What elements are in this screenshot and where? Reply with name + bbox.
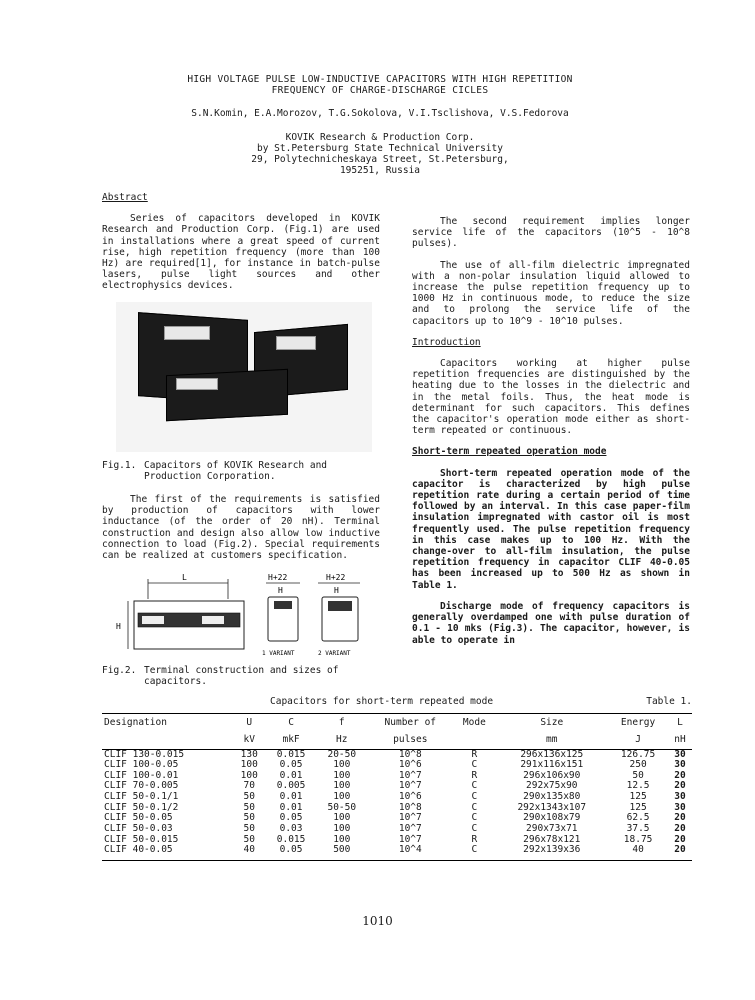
fig2-caption-line1: Terminal construction and sizes of (144, 665, 339, 677)
col-header-c: C (266, 714, 317, 732)
table-cell: 10^7 (398, 822, 422, 834)
left-column (102, 192, 380, 700)
table-cell: 70 (243, 780, 255, 792)
affiliation (120, 132, 640, 177)
table-row (102, 749, 692, 760)
table-row (102, 813, 692, 824)
table-cell: 20 (674, 812, 686, 824)
variant1-label: 1 VARIANT (262, 650, 295, 658)
short-term-text: Short-term repeated operation mode of the capacitor is characterized by high pulse repetition rate during a certain period of time followed by an interval. In this case paper-film insulation impregnated with castor oil is most frequently used. The pulse repetition frequency in this case makes up to 100 Hz. With the change-over to all-film insulation, the pulse repetition frequency in capacitor CLIF 40-0.05 has been increased up to 500 Hz as shown in Table 1. (412, 467, 690, 591)
table-cell: 30 (674, 791, 686, 803)
table-cell: 125 (629, 791, 647, 803)
capacitor-table (102, 713, 692, 861)
table-cell: 100 (333, 833, 351, 845)
table-1 (102, 696, 692, 861)
table-title-row (102, 696, 692, 707)
table-cell: 130 (240, 748, 258, 760)
col-unit: pulses (367, 731, 453, 749)
introduction-heading: Introduction (412, 336, 481, 348)
table-cell: 37.5 (626, 822, 650, 834)
col-unit: Hz (316, 731, 367, 749)
table-cell: C (471, 791, 478, 803)
table-cell: 100 (240, 759, 258, 771)
table-cell: 0.03 (279, 822, 303, 834)
fig1-caption-line2: Production Corporation. (144, 470, 276, 482)
table-cell: 50 (243, 822, 255, 834)
table-cell: 100 (333, 769, 351, 781)
table-cell: C (453, 845, 495, 860)
table-cell: 296x78x121 (523, 833, 581, 845)
fig2-svg (102, 571, 380, 659)
abstract-heading: Abstract (102, 192, 148, 203)
table-cell: CLIF 40-0.05 (102, 845, 233, 860)
page-number: 1010 (362, 914, 393, 928)
table-cell: 250 (629, 759, 647, 771)
table-cell: 50 (243, 812, 255, 824)
table-cell: CLIF 50-0.1/1 (104, 791, 179, 803)
affiliation-line: KOVIK Research & Production Corp. (285, 131, 475, 143)
table-cell: CLIF 50-0.05 (104, 812, 173, 824)
right-column (412, 216, 690, 646)
table-cell: 290x73x71 (526, 822, 578, 834)
table-row (102, 824, 692, 835)
variant2-label: 2 VARIANT (318, 650, 351, 658)
table-cell: 100 (333, 822, 351, 834)
table-cell: 126.75 (620, 748, 656, 760)
capacitor-label-image (276, 336, 316, 350)
fig2-caption (102, 665, 380, 687)
table-label: Table 1. (646, 696, 692, 707)
col-unit: J (608, 731, 668, 749)
table-cell: 20-50 (327, 748, 357, 760)
table-cell: 20 (674, 780, 686, 792)
table-unit-row (102, 731, 692, 749)
table-cell: 30 (674, 759, 686, 771)
paper-authors: S.N.Komin, E.A.Morozov, T.G.Sokolova, V.I.Tsclishova, V.S.Fedorova (191, 108, 569, 120)
col-unit (102, 731, 233, 749)
table-cell: CLIF 50-0.03 (104, 822, 173, 834)
col-header-mode: Mode (453, 714, 495, 732)
table-cell: C (471, 780, 478, 792)
col-header-pulses: Number of (367, 714, 453, 732)
affiliation-line: 195251, Russia (339, 165, 421, 177)
col-header-l: L (668, 714, 692, 732)
table-cell: 10^8 (398, 748, 422, 760)
table-cell: 10^7 (398, 780, 422, 792)
table-cell: 10^7 (398, 833, 422, 845)
dim-label-h22: H+22 (268, 573, 288, 583)
table-cell: 291x116x151 (520, 759, 584, 771)
table-cell: C (471, 801, 478, 813)
table-row (102, 835, 692, 846)
table-body (102, 749, 692, 860)
fig2-diagram (102, 571, 380, 661)
terminal-block (202, 616, 224, 624)
table-cell: 10^8 (398, 801, 422, 813)
paper-title-line2: FREQUENCY OF CHARGE-DISCHARGE CICLES (271, 85, 489, 97)
table-row (102, 792, 692, 803)
table-cell: 20 (674, 833, 686, 845)
fig1-number: Fig.1. (102, 459, 137, 471)
table-cell: CLIF 100-0.01 (104, 769, 179, 781)
discharge-text: Discharge mode of frequency capacitors is generally overdamped one with pulse duration of 0.1 - 10 mks (Fig.3). The capacitor, however, is able to operate in (412, 600, 690, 646)
table-cell: 50-50 (327, 801, 357, 813)
col-unit: mm (495, 731, 608, 749)
table-cell: CLIF 50-0.015 (104, 833, 179, 845)
table-cell: 100 (333, 791, 351, 803)
col-unit (453, 731, 495, 749)
table-cell: 18.75 (623, 833, 653, 845)
dim-label-l: L (182, 573, 187, 583)
table-cell: 292x139x36 (495, 845, 608, 860)
table-cell: 100 (333, 780, 351, 792)
col-header-energy: Energy (608, 714, 668, 732)
dim-label-h: H (116, 622, 121, 632)
paper-header (120, 74, 640, 176)
affiliation-line: by St.Petersburg State Technical University (257, 142, 503, 154)
table-cell: 50 (243, 833, 255, 845)
table-cell: 50 (632, 769, 644, 781)
dim-label-h-variant1: H (278, 586, 283, 596)
variant1-terminal (274, 601, 292, 609)
table-cell: 0.01 (279, 791, 303, 803)
dim-label-h22b: H+22 (326, 573, 346, 583)
table-cell: C (471, 822, 478, 834)
table-cell: 500 (316, 845, 367, 860)
table-cell: CLIF 50-0.1/2 (104, 801, 179, 813)
fig2-number: Fig.2. (102, 665, 137, 677)
table-row (102, 803, 692, 814)
all-film-text: The use of all-film dielectric impregnated with a non-polar insulation liquid allowed to increase the pulse repetition frequency up to 1000 Hz in continuous mode, to reduce the size and to prolong the service life of the capacitors up to 10^9 - 10^10 pulses. (412, 259, 690, 327)
table-cell: R (471, 748, 478, 760)
table-cell: 100 (333, 759, 351, 771)
table-cell: 10^7 (398, 769, 422, 781)
col-header-f: f (316, 714, 367, 732)
short-term-heading: Short-term repeated operation mode (412, 446, 607, 458)
table-row (102, 771, 692, 782)
table-cell: 0.015 (276, 833, 306, 845)
second-requirement-text: The second requirement implies longer service life of the capacitors (10^5 - 10^8 pulses). (412, 216, 690, 250)
table-cell: 290x135x80 (523, 791, 581, 803)
table-cell: 30 (674, 801, 686, 813)
table-cell: 0.01 (279, 769, 303, 781)
table-cell: 0.01 (279, 801, 303, 813)
table-cell: 0.015 (276, 748, 306, 760)
fig1-photo (116, 302, 372, 452)
table-cell: 296x106x90 (523, 769, 581, 781)
table-cell: 100 (240, 769, 258, 781)
table-header-row (102, 714, 692, 732)
table-cell: 290x108x79 (523, 812, 581, 824)
table-cell: 0.05 (279, 759, 303, 771)
table-cell: CLIF 130-0.015 (104, 748, 185, 760)
table-cell: 10^6 (398, 759, 422, 771)
table-cell: 20 (674, 822, 686, 834)
table-cell: 40 (233, 845, 266, 860)
col-unit: nH (668, 731, 692, 749)
table-cell: 20 (668, 845, 692, 860)
table-cell: C (471, 812, 478, 824)
col-unit: kV (233, 731, 266, 749)
table-row (102, 760, 692, 771)
table-cell: 10^7 (398, 812, 422, 824)
col-header-size: Size (495, 714, 608, 732)
col-header-u: U (233, 714, 266, 732)
table-cell: 0.05 (279, 812, 303, 824)
table-cell: 62.5 (626, 812, 650, 824)
fig1-caption-line1: Capacitors of KOVIK Research and (144, 459, 328, 471)
table-cell: 0.05 (266, 845, 317, 860)
capacitor-label-image (164, 326, 210, 340)
table-cell: 50 (243, 801, 255, 813)
table-cell: 296x136x125 (520, 748, 584, 760)
dim-label-h-variant2: H (334, 586, 339, 596)
fig2-caption-line2: capacitors. (144, 676, 207, 688)
introduction-text: Capacitors working at higher pulse repetition frequencies are distinguished by the heating due to the losses in the dielectric and in the metal foils. Thus, the heat mode is determinant for such capacitors. This defines the capacitor's operation mode either as short-term repeated or continuous. (412, 358, 690, 437)
table-cell: 125 (629, 801, 647, 813)
table-row (102, 781, 692, 792)
table-cell: 292x75x90 (526, 780, 578, 792)
table-cell: 30 (674, 748, 686, 760)
col-header-designation: Designation (102, 714, 233, 732)
table-caption: Capacitors for short-term repeated mode (270, 696, 494, 707)
first-requirement-text: The first of the requirements is satisfied by production of capacitors with lower inductance (of the order of 20 nH). Terminal construction and design also allow low inductive connection to load (Fig.2). Special requirements can be realized at customers specification. (102, 494, 380, 562)
table-row (102, 845, 692, 860)
fig1-caption (102, 460, 380, 482)
table-cell: 0.005 (276, 780, 306, 792)
capacitor-small-image (166, 368, 288, 420)
abstract-text: Series of capacitors developed in KOVIK Research and Production Corp. (Fig.1) are used in installations where a great speed of current rise, high repetition frequency (more than 100 Hz) are required[1], for instance in batch-pulse lasers, pulse light sources and other electrophysics devices. (102, 213, 380, 292)
table-cell: CLIF 100-0.05 (104, 759, 179, 771)
table-cell: R (471, 769, 478, 781)
terminal-block (142, 616, 164, 624)
paper-title-line1: HIGH VOLTAGE PULSE LOW-INDUCTIVE CAPACITORS WITH HIGH REPETITION (187, 74, 573, 85)
table-cell: CLIF 70-0.005 (104, 780, 179, 792)
table-cell: 100 (333, 812, 351, 824)
capacitor-label-image (176, 378, 218, 390)
table-cell: 292x1343x107 (517, 801, 587, 813)
table-cell: R (471, 833, 478, 845)
table-cell: 50 (243, 791, 255, 803)
col-unit: mkF (266, 731, 317, 749)
table-cell: C (471, 759, 478, 771)
table-cell: 10^4 (367, 845, 453, 860)
table-cell: 20 (674, 769, 686, 781)
table-cell: 40 (608, 845, 668, 860)
table-cell: 12.5 (626, 780, 650, 792)
affiliation-line: 29, Polytechnicheskaya Street, St.Petersburg, (251, 154, 509, 166)
variant2-terminal (328, 601, 352, 611)
table-cell: 10^6 (398, 791, 422, 803)
